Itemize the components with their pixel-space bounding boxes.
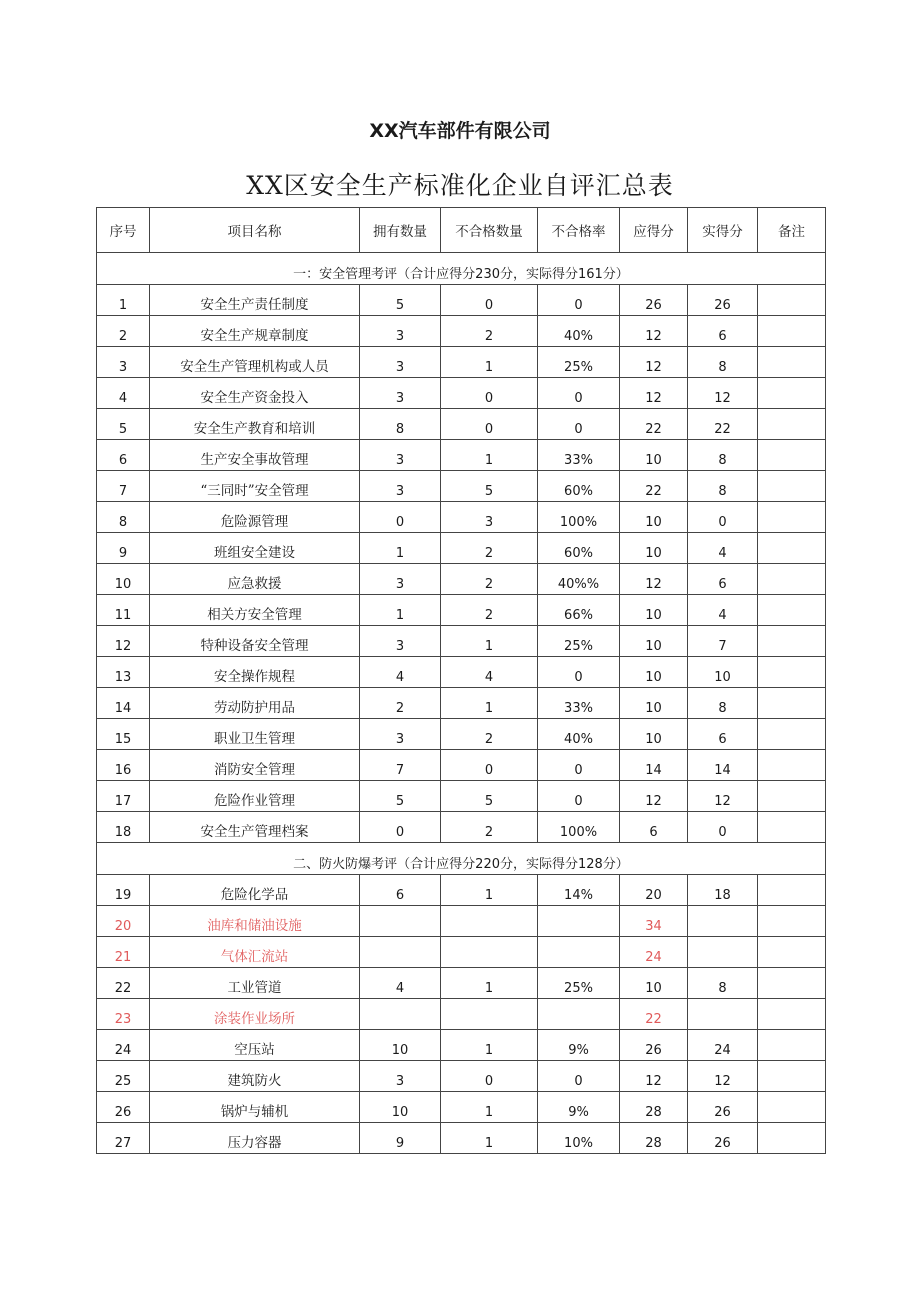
table-row [97,937,826,968]
table-row [97,688,826,719]
failure-rate: 33% [538,688,620,719]
due-score: 24 [620,937,688,968]
row-number: 3 [97,347,150,378]
actual-score: 10 [688,657,758,688]
actual-score: 8 [688,471,758,502]
remark [758,719,826,750]
remark [758,440,826,471]
table-row [97,906,826,937]
failure-rate [538,999,620,1030]
owned-count: 9 [360,1123,441,1154]
table-row [97,750,826,781]
item-name: 安全生产资金投入 [150,378,360,409]
header-cell: 拥有数量 [360,208,441,253]
item-name: 危险源管理 [150,502,360,533]
failed-count: 0 [441,378,538,409]
failure-rate: 25% [538,347,620,378]
remark [758,564,826,595]
actual-score [688,999,758,1030]
remark [758,626,826,657]
failed-count: 1 [441,440,538,471]
owned-count: 3 [360,378,441,409]
failure-rate: 60% [538,533,620,564]
actual-score: 0 [688,812,758,843]
item-name: 涂装作业场所 [150,999,360,1030]
failed-count: 2 [441,719,538,750]
actual-score: 8 [688,968,758,999]
section-header-row [97,253,826,285]
owned-count: 3 [360,471,441,502]
table-body [97,253,826,1154]
table-row [97,440,826,471]
remark [758,1030,826,1061]
row-number: 21 [97,937,150,968]
owned-count: 3 [360,626,441,657]
table-row [97,564,826,595]
remark [758,906,826,937]
remark [758,688,826,719]
item-name: 气体汇流站 [150,937,360,968]
actual-score: 24 [688,1030,758,1061]
header-cell: 应得分 [620,208,688,253]
item-name: 生产安全事故管理 [150,440,360,471]
due-score: 12 [620,1061,688,1092]
row-number: 20 [97,906,150,937]
due-score: 28 [620,1123,688,1154]
failure-rate: 0 [538,750,620,781]
item-name: 安全生产教育和培训 [150,409,360,440]
item-name: 班组安全建设 [150,533,360,564]
header-cell: 实得分 [688,208,758,253]
header-cell: 备注 [758,208,826,253]
failed-count: 2 [441,812,538,843]
failed-count: 1 [441,1092,538,1123]
owned-count [360,937,441,968]
owned-count: 3 [360,316,441,347]
item-name: 安全操作规程 [150,657,360,688]
actual-score [688,906,758,937]
due-score: 10 [620,502,688,533]
remark [758,595,826,626]
row-number: 10 [97,564,150,595]
actual-score: 12 [688,378,758,409]
table-row [97,316,826,347]
item-name: 消防安全管理 [150,750,360,781]
row-number: 5 [97,409,150,440]
table-row [97,1061,826,1092]
failure-rate: 100% [538,502,620,533]
item-name: 空压站 [150,1030,360,1061]
item-name: 特种设备安全管理 [150,626,360,657]
owned-count: 10 [360,1092,441,1123]
due-score: 10 [620,595,688,626]
failed-count: 0 [441,285,538,316]
row-number: 7 [97,471,150,502]
failure-rate: 9% [538,1092,620,1123]
failure-rate: 40%% [538,564,620,595]
row-number: 11 [97,595,150,626]
actual-score: 12 [688,1061,758,1092]
actual-score: 6 [688,564,758,595]
failed-count: 2 [441,595,538,626]
row-number: 16 [97,750,150,781]
remark [758,937,826,968]
due-score: 28 [620,1092,688,1123]
row-number: 12 [97,626,150,657]
failed-count: 5 [441,781,538,812]
remark [758,1061,826,1092]
actual-score: 18 [688,875,758,906]
failure-rate: 60% [538,471,620,502]
actual-score: 4 [688,533,758,564]
row-number: 13 [97,657,150,688]
owned-count [360,906,441,937]
actual-score: 26 [688,1123,758,1154]
row-number: 8 [97,502,150,533]
row-number: 15 [97,719,150,750]
due-score: 6 [620,812,688,843]
failure-rate [538,937,620,968]
owned-count: 6 [360,875,441,906]
failed-count [441,999,538,1030]
owned-count: 2 [360,688,441,719]
item-name: 建筑防火 [150,1061,360,1092]
table-row [97,502,826,533]
failed-count: 0 [441,409,538,440]
row-number: 1 [97,285,150,316]
owned-count: 5 [360,285,441,316]
actual-score: 26 [688,285,758,316]
owned-count: 3 [360,719,441,750]
table-row [97,719,826,750]
actual-score: 12 [688,781,758,812]
row-number: 22 [97,968,150,999]
header-cell: 项目名称 [150,208,360,253]
row-number: 2 [97,316,150,347]
row-number: 26 [97,1092,150,1123]
item-name: 职业卫生管理 [150,719,360,750]
owned-count: 4 [360,657,441,688]
remark [758,316,826,347]
owned-count: 0 [360,812,441,843]
due-score: 10 [620,657,688,688]
failed-count [441,937,538,968]
item-name: 安全生产责任制度 [150,285,360,316]
actual-score: 0 [688,502,758,533]
table-row [97,999,826,1030]
failed-count: 2 [441,316,538,347]
due-score: 12 [620,564,688,595]
table-row [97,1030,826,1061]
table-row [97,471,826,502]
remark [758,1123,826,1154]
item-name: 相关方安全管理 [150,595,360,626]
evaluation-summary-table [96,207,826,1154]
owned-count: 0 [360,502,441,533]
table-row [97,626,826,657]
remark [758,285,826,316]
actual-score: 14 [688,750,758,781]
due-score: 12 [620,347,688,378]
failure-rate: 10% [538,1123,620,1154]
table-row [97,409,826,440]
table-header-row [97,208,826,253]
item-name: 危险作业管理 [150,781,360,812]
failed-count: 0 [441,1061,538,1092]
failure-rate: 0 [538,657,620,688]
row-number: 14 [97,688,150,719]
owned-count [360,999,441,1030]
due-score: 12 [620,316,688,347]
document-title: XX区安全生产标准化企业自评汇总表 [246,171,674,200]
table-row [97,1092,826,1123]
due-score: 14 [620,750,688,781]
actual-score: 26 [688,1092,758,1123]
due-score: 22 [620,999,688,1030]
due-score: 34 [620,906,688,937]
remark [758,409,826,440]
failure-rate: 0 [538,1061,620,1092]
remark [758,781,826,812]
section-label: 一：安全管理考评（合计应得分230分，实际得分161分） [97,253,826,285]
row-number: 23 [97,999,150,1030]
failed-count: 1 [441,626,538,657]
remark [758,533,826,564]
row-number: 27 [97,1123,150,1154]
failure-rate [538,906,620,937]
table-row [97,875,826,906]
failed-count: 4 [441,657,538,688]
actual-score: 22 [688,409,758,440]
due-score: 10 [620,719,688,750]
company-name: XX汽车部件有限公司 [369,120,551,142]
table-row [97,285,826,316]
table-row [97,533,826,564]
remark [758,502,826,533]
due-score: 10 [620,968,688,999]
remark [758,875,826,906]
failed-count: 1 [441,347,538,378]
owned-count: 3 [360,347,441,378]
item-name: 油库和储油设施 [150,906,360,937]
row-number: 24 [97,1030,150,1061]
row-number: 18 [97,812,150,843]
failed-count: 2 [441,533,538,564]
failed-count [441,906,538,937]
remark [758,1092,826,1123]
item-name: 安全生产管理机构或人员 [150,347,360,378]
failure-rate: 100% [538,812,620,843]
actual-score: 6 [688,316,758,347]
remark [758,968,826,999]
item-name: 工业管道 [150,968,360,999]
failure-rate: 0 [538,285,620,316]
actual-score: 4 [688,595,758,626]
item-name: 压力容器 [150,1123,360,1154]
remark [758,378,826,409]
table-row [97,1123,826,1154]
owned-count: 3 [360,564,441,595]
failure-rate: 33% [538,440,620,471]
due-score: 26 [620,1030,688,1061]
actual-score: 8 [688,688,758,719]
owned-count: 8 [360,409,441,440]
failed-count: 1 [441,688,538,719]
table-row [97,812,826,843]
due-score: 10 [620,440,688,471]
table-row [97,595,826,626]
row-number: 4 [97,378,150,409]
owned-count: 1 [360,595,441,626]
due-score: 10 [620,533,688,564]
item-name: 危险化学品 [150,875,360,906]
item-name: 劳动防护用品 [150,688,360,719]
row-number: 6 [97,440,150,471]
remark [758,347,826,378]
owned-count: 3 [360,1061,441,1092]
due-score: 22 [620,409,688,440]
row-number: 9 [97,533,150,564]
failure-rate: 9% [538,1030,620,1061]
actual-score: 7 [688,626,758,657]
due-score: 10 [620,688,688,719]
owned-count: 10 [360,1030,441,1061]
failed-count: 5 [441,471,538,502]
failure-rate: 40% [538,316,620,347]
failure-rate: 14% [538,875,620,906]
due-score: 12 [620,378,688,409]
section-label: 二、防火防爆考评（合计应得分220分，实际得分128分） [97,843,826,875]
failure-rate: 40% [538,719,620,750]
failed-count: 0 [441,750,538,781]
owned-count: 5 [360,781,441,812]
remark [758,657,826,688]
header-cell: 不合格数量 [441,208,538,253]
item-name: 安全生产规章制度 [150,316,360,347]
actual-score: 8 [688,347,758,378]
table-row [97,968,826,999]
failed-count: 1 [441,968,538,999]
remark [758,999,826,1030]
item-name: 安全生产管理档案 [150,812,360,843]
section-header-row [97,843,826,875]
failed-count: 1 [441,1123,538,1154]
owned-count: 3 [360,440,441,471]
owned-count: 4 [360,968,441,999]
actual-score: 8 [688,440,758,471]
header-cell: 序号 [97,208,150,253]
item-name: “三同时”安全管理 [150,471,360,502]
failed-count: 2 [441,564,538,595]
header-cell: 不合格率 [538,208,620,253]
failure-rate: 25% [538,968,620,999]
due-score: 12 [620,781,688,812]
row-number: 25 [97,1061,150,1092]
remark [758,812,826,843]
failed-count: 1 [441,875,538,906]
table-row [97,781,826,812]
table-row [97,378,826,409]
item-name: 应急救援 [150,564,360,595]
failure-rate: 0 [538,781,620,812]
due-score: 26 [620,285,688,316]
failure-rate: 25% [538,626,620,657]
failure-rate: 0 [538,409,620,440]
failure-rate: 0 [538,378,620,409]
remark [758,471,826,502]
due-score: 20 [620,875,688,906]
actual-score: 6 [688,719,758,750]
row-number: 19 [97,875,150,906]
failed-count: 3 [441,502,538,533]
table-row [97,657,826,688]
actual-score [688,937,758,968]
due-score: 22 [620,471,688,502]
owned-count: 7 [360,750,441,781]
row-number: 17 [97,781,150,812]
item-name: 锅炉与辅机 [150,1092,360,1123]
failure-rate: 66% [538,595,620,626]
due-score: 10 [620,626,688,657]
remark [758,750,826,781]
table-row [97,347,826,378]
failed-count: 1 [441,1030,538,1061]
owned-count: 1 [360,533,441,564]
